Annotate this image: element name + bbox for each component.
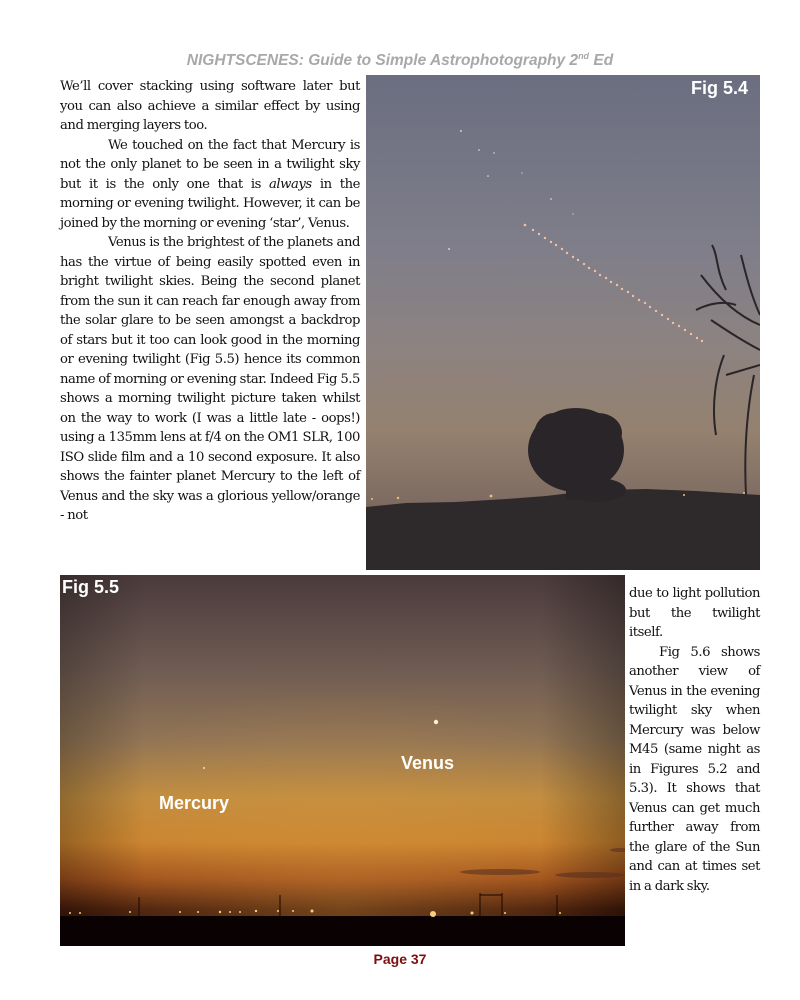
figure-label: Fig 5.5 (62, 577, 120, 597)
figure-5-5-photo (60, 575, 625, 946)
paragraph-mercury (60, 136, 360, 234)
right-text-column (629, 584, 760, 896)
left-text-column (60, 77, 360, 526)
header-superscript: nd (578, 51, 590, 61)
figure-5-4-photo (366, 75, 760, 570)
page-number: Page 37 (373, 951, 427, 967)
header-title: NIGHTSCENES: Guide to Simple Astrophotography 2 (186, 52, 579, 70)
venus-label: Venus (401, 753, 455, 773)
paragraph-stacking: We’ll cover stacking using software later but you can also achieve a similar effect by using and merging layers too. (60, 79, 360, 133)
paragraph-continued: due to light pollution but the twilight itself. (629, 586, 760, 640)
text-run: We touched on the fact that Mercury is not the only planet to be seen in a twilight sky but it is the only one that is (60, 137, 360, 192)
paragraph-fig56: Fig 5.6 shows another view of Venus in the evening twilight sky when Mercury was below M45 (same night as in Figures 5.2 and 5.3). It shows that Venus can get much further away from the glare of the Sun and can at times set in a dark sky. (629, 644, 760, 894)
emphasis-always: always (269, 176, 312, 192)
mercury-label: Mercury (159, 793, 230, 813)
running-header (0, 51, 800, 70)
figure-label: Fig 5.4 (690, 78, 748, 98)
header-suffix: Ed (589, 52, 614, 70)
paragraph-venus: Venus is the brightest of the planets and has the virtue of being easily spotted even in bright twilight skies. Being the second planet from the sun it can reach far enough away from the solar glare to be seen amongst a backdrop of stars but it too can look good in the morning or evening twilight (Fig 5.5) hence its common name of morning or evening star. Indeed Fig 5.5 shows a morning twilight picture taken whilst on the way to work (I was a little late - oops!) using a 135mm lens at f/4 on the OM1 SLR, 100 ISO slide film and a 10 second exposure. It also shows the fainter planet Mercury to the left of Venus and the sky was a glorious yellow/orange - not (60, 235, 360, 523)
venus-dot (434, 720, 438, 724)
mercury-dot (203, 767, 205, 769)
horizon-ground (60, 916, 625, 946)
text-run: in the morning or evening twilight. However, it can be joined by the morning or evening ‘star’, Venus. (60, 176, 360, 231)
